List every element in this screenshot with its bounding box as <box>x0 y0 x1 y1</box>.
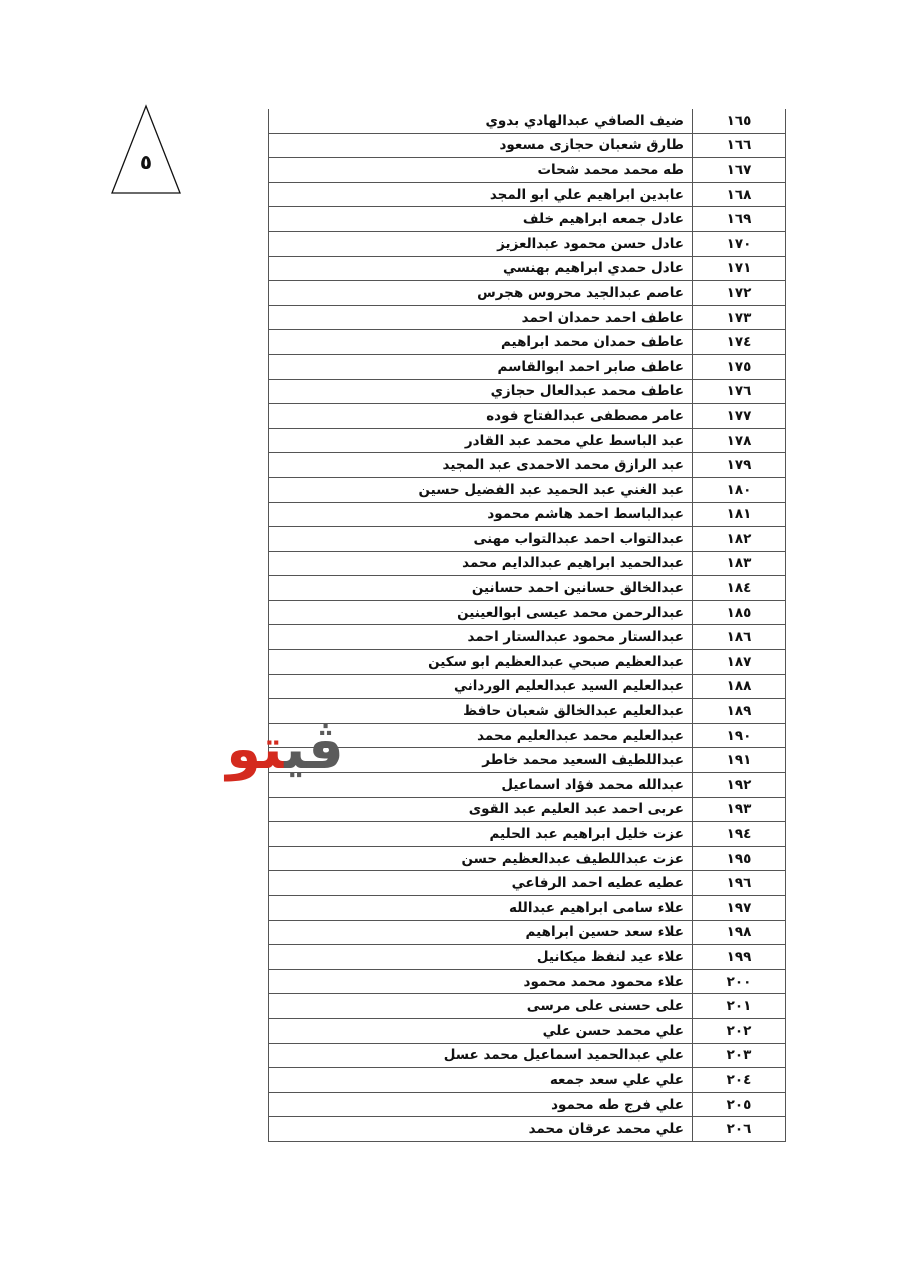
table-row <box>269 1092 786 1117</box>
row-number: ١٨٤ <box>693 576 786 601</box>
person-name: عبدالعليم عبدالخالق شعبان حافظ <box>269 699 693 724</box>
row-number: ١٨٦ <box>693 625 786 650</box>
table-row <box>269 674 786 699</box>
table-row <box>269 182 786 207</box>
row-number: ١٧٥ <box>693 354 786 379</box>
row-number: ١٨٨ <box>693 674 786 699</box>
row-number: ١٦٦ <box>693 133 786 158</box>
person-name: عاطف حمدان محمد ابراهيم <box>269 330 693 355</box>
row-number: ١٨٥ <box>693 600 786 625</box>
site-watermark-logo <box>200 712 370 788</box>
person-name: عادل حسن محمود عبدالعزيز <box>269 231 693 256</box>
table-row <box>269 822 786 847</box>
person-name: عاطف محمد عبدالعال حجازي <box>269 379 693 404</box>
table-row <box>269 207 786 232</box>
row-number: ١٨٩ <box>693 699 786 724</box>
row-number: ١٩٢ <box>693 773 786 798</box>
row-number: ١٦٨ <box>693 182 786 207</box>
table-row <box>269 330 786 355</box>
row-number: ١٧٤ <box>693 330 786 355</box>
row-number: ١٧٧ <box>693 404 786 429</box>
person-name: عبدالله محمد فؤاد اسماعيل <box>269 773 693 798</box>
table-row <box>269 1117 786 1142</box>
person-name: عادل جمعه ابراهيم خلف <box>269 207 693 232</box>
table-row <box>269 109 786 133</box>
names-table <box>268 109 786 1142</box>
table-row <box>269 846 786 871</box>
table-row <box>269 896 786 921</box>
row-number: ١٩٠ <box>693 723 786 748</box>
row-number: ١٦٩ <box>693 207 786 232</box>
watermark-text-part1: ڤي <box>284 717 344 782</box>
row-number: ٢٠١ <box>693 994 786 1019</box>
table-row <box>269 969 786 994</box>
person-name: علاء عيد لنفظ ميكانيل <box>269 945 693 970</box>
watermark-text-part2: تو <box>226 717 285 782</box>
table-row <box>269 404 786 429</box>
person-name: علي محمد حسن علي <box>269 1018 693 1043</box>
table-row <box>269 477 786 502</box>
person-name: عزت خليل ابراهيم عبد الحليم <box>269 822 693 847</box>
table-row <box>269 600 786 625</box>
table-row <box>269 994 786 1019</box>
person-name: عابدين ابراهيم علي ابو المجد <box>269 182 693 207</box>
row-number: ١٧٦ <box>693 379 786 404</box>
table-row <box>269 527 786 552</box>
person-name: علي محمد عرقان محمد <box>269 1117 693 1142</box>
table-row <box>269 871 786 896</box>
table-row <box>269 379 786 404</box>
row-number: ١٧٩ <box>693 453 786 478</box>
person-name: عبدالعليم السيد عبدالعليم الورداني <box>269 674 693 699</box>
row-number: ٢٠٥ <box>693 1092 786 1117</box>
person-name: علاء محمود محمد محمود <box>269 969 693 994</box>
table-row <box>269 453 786 478</box>
person-name: عادل حمدي ابراهيم بهنسي <box>269 256 693 281</box>
table-row <box>269 133 786 158</box>
person-name: علاء سعد حسين ابراهيم <box>269 920 693 945</box>
row-number: ١٩٧ <box>693 896 786 921</box>
table-row <box>269 945 786 970</box>
person-name: عبدالعليم محمد عبدالعليم محمد <box>269 723 693 748</box>
person-name: عبد الرازق محمد الاحمدى عبد المجيد <box>269 453 693 478</box>
row-number: ١٩٩ <box>693 945 786 970</box>
person-name: عامر مصطفى عبدالفتاح فوده <box>269 404 693 429</box>
table-row <box>269 797 786 822</box>
page-number: ٥ <box>139 150 153 174</box>
row-number: ١٨٠ <box>693 477 786 502</box>
row-number: ٢٠٣ <box>693 1043 786 1068</box>
table-row <box>269 920 786 945</box>
row-number: ١٦٥ <box>693 109 786 133</box>
row-number: ٢٠٦ <box>693 1117 786 1142</box>
person-name: ضيف الصافي عبدالهادي بدوي <box>269 109 693 133</box>
row-number: ١٩٨ <box>693 920 786 945</box>
person-name: عربى احمد عبد العليم عبد القوى <box>269 797 693 822</box>
table-row <box>269 428 786 453</box>
person-name: عبدالرحمن محمد عيسى ابوالعينين <box>269 600 693 625</box>
table-row <box>269 256 786 281</box>
row-number: ٢٠٤ <box>693 1068 786 1093</box>
table-row <box>269 625 786 650</box>
table-row <box>269 1068 786 1093</box>
person-name: علي فرج طه محمود <box>269 1092 693 1117</box>
row-number: ١٧٨ <box>693 428 786 453</box>
row-number: ١٩٤ <box>693 822 786 847</box>
table-row <box>269 281 786 306</box>
person-name: عبدالعظيم صبحي عبدالعظيم ابو سكين <box>269 650 693 675</box>
row-number: ١٩٥ <box>693 846 786 871</box>
table-row <box>269 576 786 601</box>
person-name: على حسنى على مرسى <box>269 994 693 1019</box>
person-name: عاطف صابر احمد ابوالقاسم <box>269 354 693 379</box>
row-number: ١٧٢ <box>693 281 786 306</box>
table-row <box>269 1043 786 1068</box>
row-number: ١٧١ <box>693 256 786 281</box>
person-name: عزت عبداللطيف عبدالعظيم حسن <box>269 846 693 871</box>
row-number: ١٦٧ <box>693 158 786 183</box>
row-number: ١٨٣ <box>693 551 786 576</box>
table-row <box>269 1018 786 1043</box>
person-name: عبد الغني عبد الحميد عبد الفضيل حسين <box>269 477 693 502</box>
table-row <box>269 551 786 576</box>
row-number: ١٩٦ <box>693 871 786 896</box>
row-number: ١٧٣ <box>693 305 786 330</box>
row-number: ١٨٢ <box>693 527 786 552</box>
person-name: عبدالحميد ابراهيم عبدالدايم محمد <box>269 551 693 576</box>
row-number: ٢٠٠ <box>693 969 786 994</box>
table-row <box>269 502 786 527</box>
person-name: طارق شعبان حجازى مسعود <box>269 133 693 158</box>
person-name: عبدالباسط احمد هاشم محمود <box>269 502 693 527</box>
table-row <box>269 305 786 330</box>
person-name: عبدالتواب احمد عبدالتواب مهنى <box>269 527 693 552</box>
person-name: عاطف احمد حمدان احمد <box>269 305 693 330</box>
row-number: ١٩٣ <box>693 797 786 822</box>
row-number: ١٨١ <box>693 502 786 527</box>
person-name: عبدالخالق حسانين احمد حسانين <box>269 576 693 601</box>
person-name: علي عبدالحميد اسماعيل محمد عسل <box>269 1043 693 1068</box>
person-name: عبد الباسط علي محمد عبد القادر <box>269 428 693 453</box>
table-row <box>269 354 786 379</box>
person-name: علي علي سعد جمعه <box>269 1068 693 1093</box>
person-name: عبدالستار محمود عبدالستار احمد <box>269 625 693 650</box>
table-row <box>269 158 786 183</box>
row-number: ١٩١ <box>693 748 786 773</box>
table-row <box>269 650 786 675</box>
table-row <box>269 231 786 256</box>
person-name: علاء سامى ابراهيم عبدالله <box>269 896 693 921</box>
person-name: طه محمد محمد شحات <box>269 158 693 183</box>
person-name: عبداللطيف السعيد محمد خاطر <box>269 748 693 773</box>
row-number: ٢٠٢ <box>693 1018 786 1043</box>
row-number: ١٧٠ <box>693 231 786 256</box>
person-name: عطيه عطيه احمد الرفاعي <box>269 871 693 896</box>
row-number: ١٨٧ <box>693 650 786 675</box>
person-name: عاصم عبدالجيد محروس هجرس <box>269 281 693 306</box>
page-number-triangle <box>110 104 182 196</box>
